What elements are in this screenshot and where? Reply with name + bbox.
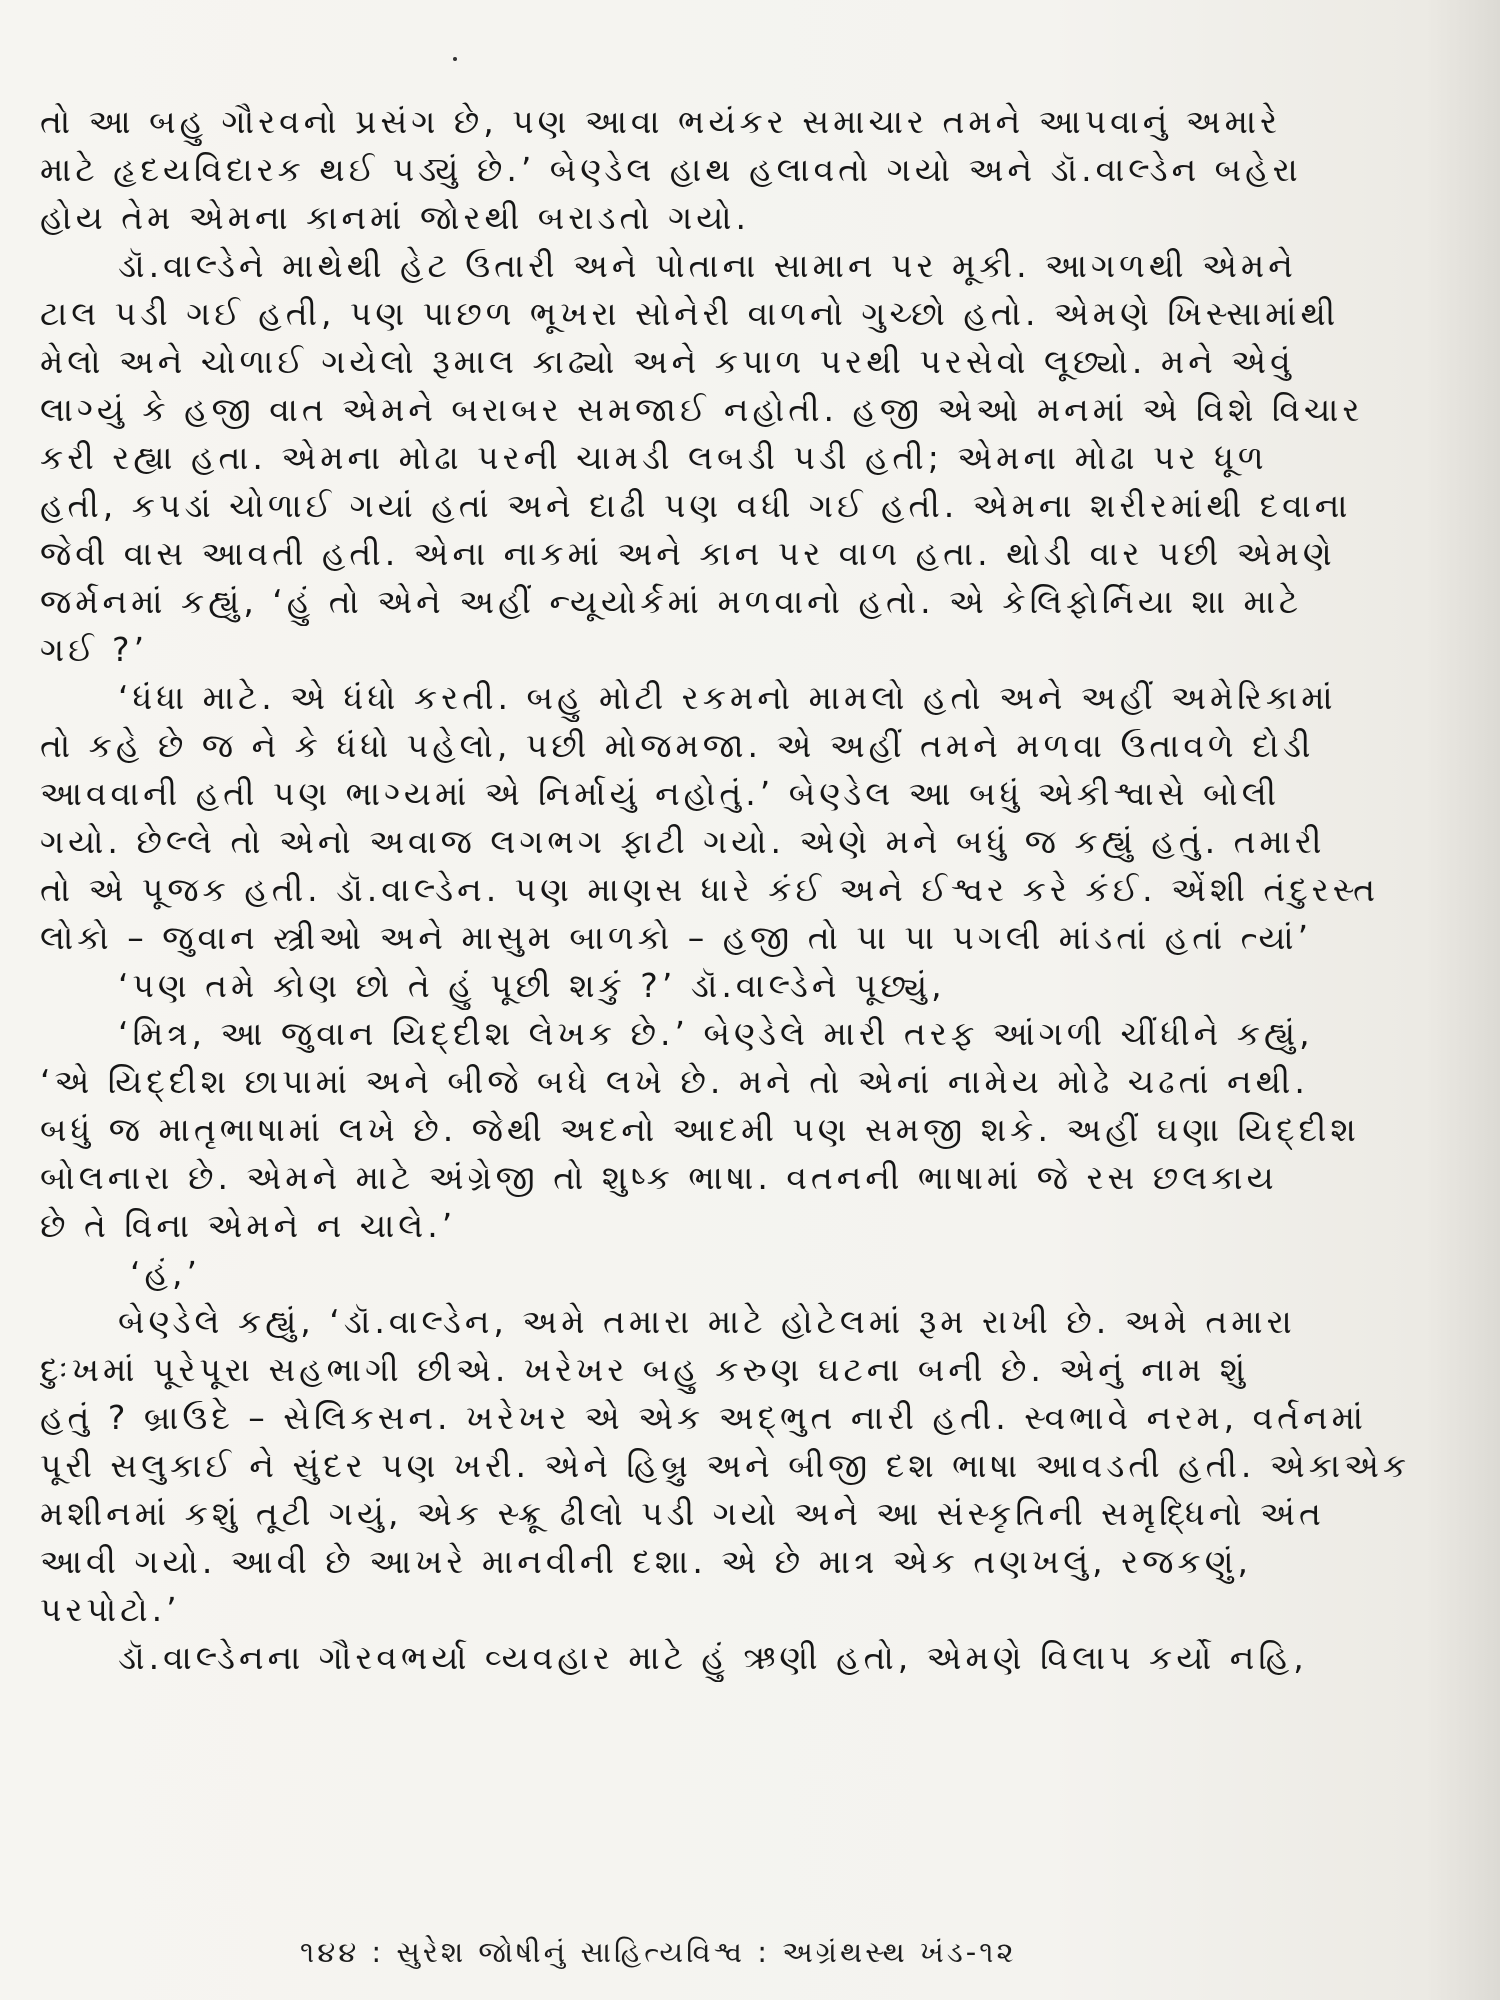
text-line: તો આ બહુ ગૌરવનો પ્રસંગ છે, પણ આવા ભયંકર સમાચાર તમને આપવાનું અમારે (40, 102, 1282, 141)
text-line: પૂરી સલુકાઈ ને સુંદર પણ ખરી. એને હિબ્રુ અને બીજી દશ ભાષા આવડતી હતી. એકાએક (40, 1446, 1411, 1485)
page-footer: ૧૪૪ : સુરેશ જોષીનું સાહિત્યવિશ્વ : અગ્રંથસ્થ ખંડ-૧૨ (300, 1935, 1017, 1969)
text-line: હતું ? બ્રાઉદે – સેલિકસન. ખરેખર એ એક અદ્ભુત નારી હતી. સ્વભાવે નરમ, વર્તનમાં (40, 1398, 1368, 1437)
text-line: માટે હૃદયવિદારક થઈ પડ્યું છે.’ બેણ્ડેલ હાથ હલાવતો ગયો અને ડૉ.વાલ્ડેન બહેરા (40, 150, 1302, 189)
text-line: લાગ્યું કે હજી વાત એમને બરાબર સમજાઈ નહોતી. હજી એઓ મનમાં એ વિશે વિચાર (40, 390, 1364, 429)
text-line: બોલનારા છે. એમને માટે અંગ્રેજી તો શુષ્ક ભાષા. વતનની ભાષામાં જે રસ છલકાય (40, 1158, 1278, 1197)
paragraph-start-line: ‘હં,’ (130, 1254, 201, 1293)
text-line: હતી, કપડાં ચોળાઈ ગયાં હતાં અને દાઢી પણ વધી ગઈ હતી. એમના શરીરમાંથી દવાના (40, 486, 1352, 525)
text-line: જર્મનમાં કહ્યું, ‘હું તો એને અહીં ન્યૂયોર્કમાં મળવાનો હતો. એ કેલિફોર્નિયા શા માટે (40, 582, 1303, 621)
paragraph-start-line: ડૉ.વાલ્ડેનના ગૌરવભર્યા વ્યવહાર માટે હું ઋણી હતો, એમણે વિલાપ કર્યો નહિ, (118, 1638, 1308, 1677)
paragraph-start-line: ‘મિત્ર, આ જુવાન યિદ્દીશ લેખક છે.’ બેણ્ડેલે મારી તરફ આંગળી ચીંધીને કહ્યું, (118, 1014, 1314, 1053)
body-text (40, 98, 1480, 1682)
text-line: ગઈ ?’ (40, 630, 149, 669)
text-line: આવી ગયો. આવી છે આખરે માનવીની દશા. એ છે માત્ર એક તણખલું, રજકણું, (40, 1542, 1252, 1581)
paragraph-start-line: ‘પણ તમે કોણ છો તે હું પૂછી શકું ?’ ડૉ.વાલ્ડેને પૂછ્યું, (118, 966, 946, 1005)
text-line: કરી રહ્યા હતા. એમના મોઢા પરની ચામડી લબડી પડી હતી; એમના મોઢા પર ધૂળ (40, 438, 1268, 477)
print-speck (453, 57, 457, 61)
text-line: મેલો અને ચોળાઈ ગયેલો રૂમાલ કાઢ્યો અને કપાળ પરથી પરસેવો લૂછ્યો. મને એવું (40, 342, 1295, 381)
text-line: ગયો. છેલ્લે તો એનો અવાજ લગભગ ફાટી ગયો. એણે મને બધું જ કહ્યું હતું. તમારી (40, 822, 1326, 861)
text-line: ટાલ પડી ગઈ હતી, પણ પાછળ ભૂખરા સોનેરી વાળનો ગુચ્છો હતો. એમણે ખિસ્સામાંથી (40, 294, 1340, 333)
text-line: તો એ પૂજક હતી. ડૉ.વાલ્ડેન. પણ માણસ ધારે કંઈ અને ઈશ્વર કરે કંઈ. એંશી તંદુરસ્ત (40, 870, 1379, 909)
text-line: બધું જ માતૃભાષામાં લખે છે. જેથી અદનો આદમી પણ સમજી શકે. અહીં ઘણા યિદ્દીશ (40, 1110, 1360, 1149)
text-line: હોય તેમ એમના કાનમાં જોરથી બરાડતો ગયો. (40, 198, 751, 237)
text-line: છે તે વિના એમને ન ચાલે.’ (40, 1206, 457, 1245)
text-line: તો કહે છે જ ને કે ધંધો પહેલો, પછી મોજમજા. એ અહીં તમને મળવા ઉતાવળે દોડી (40, 726, 1315, 765)
text-line: લોકો – જુવાન સ્ત્રીઓ અને માસુમ બાળકો – હજી તો પા પા પગલી માંડતાં હતાં ત્યાં’ (40, 918, 1313, 957)
paragraph-start-line: ડૉ.વાલ્ડેને માથેથી હેટ ઉતારી અને પોતાના સામાન પર મૂકી. આગળથી એમને (118, 246, 1297, 285)
paragraph-start-line: ‘ધંધા માટે. એ ધંધો કરતી. બહુ મોટી રકમનો મામલો હતો અને અહીં અમેરિકામાં (118, 678, 1337, 717)
text-line: દુઃખમાં પૂરેપૂરા સહભાગી છીએ. ખરેખર બહુ કરુણ ઘટના બની છે. એનું નામ શું (40, 1350, 1250, 1389)
text-line: આવવાની હતી પણ ભાગ્યમાં એ નિર્માયું નહોતું.’ બેણ્ડેલ આ બધું એકીશ્વાસે બોલી (40, 774, 1281, 813)
text-line: પરપોટો.’ (40, 1590, 181, 1629)
text-line: મશીનમાં કશું તૂટી ગયું, એક સ્ક્રૂ ઢીલો પડી ગયો અને આ સંસ્કૃતિની સમૃદ્ધિનો અંત (40, 1494, 1325, 1533)
text-line: ‘એ યિદ્દીશ છાપામાં અને બીજે બધે લખે છે. મને તો એનાં નામેય મોઢે ચઢતાં નથી. (40, 1062, 1309, 1101)
paragraph-start-line: બેણ્ડેલે કહ્યું, ‘ડૉ.વાલ્ડેન, અમે તમારા માટે હોટેલમાં રૂમ રાખી છે. અમે તમારા (118, 1302, 1296, 1341)
text-line: જેવી વાસ આવતી હતી. એના નાકમાં અને કાન પર વાળ હતા. થોડી વાર પછી એમણે (40, 534, 1336, 573)
